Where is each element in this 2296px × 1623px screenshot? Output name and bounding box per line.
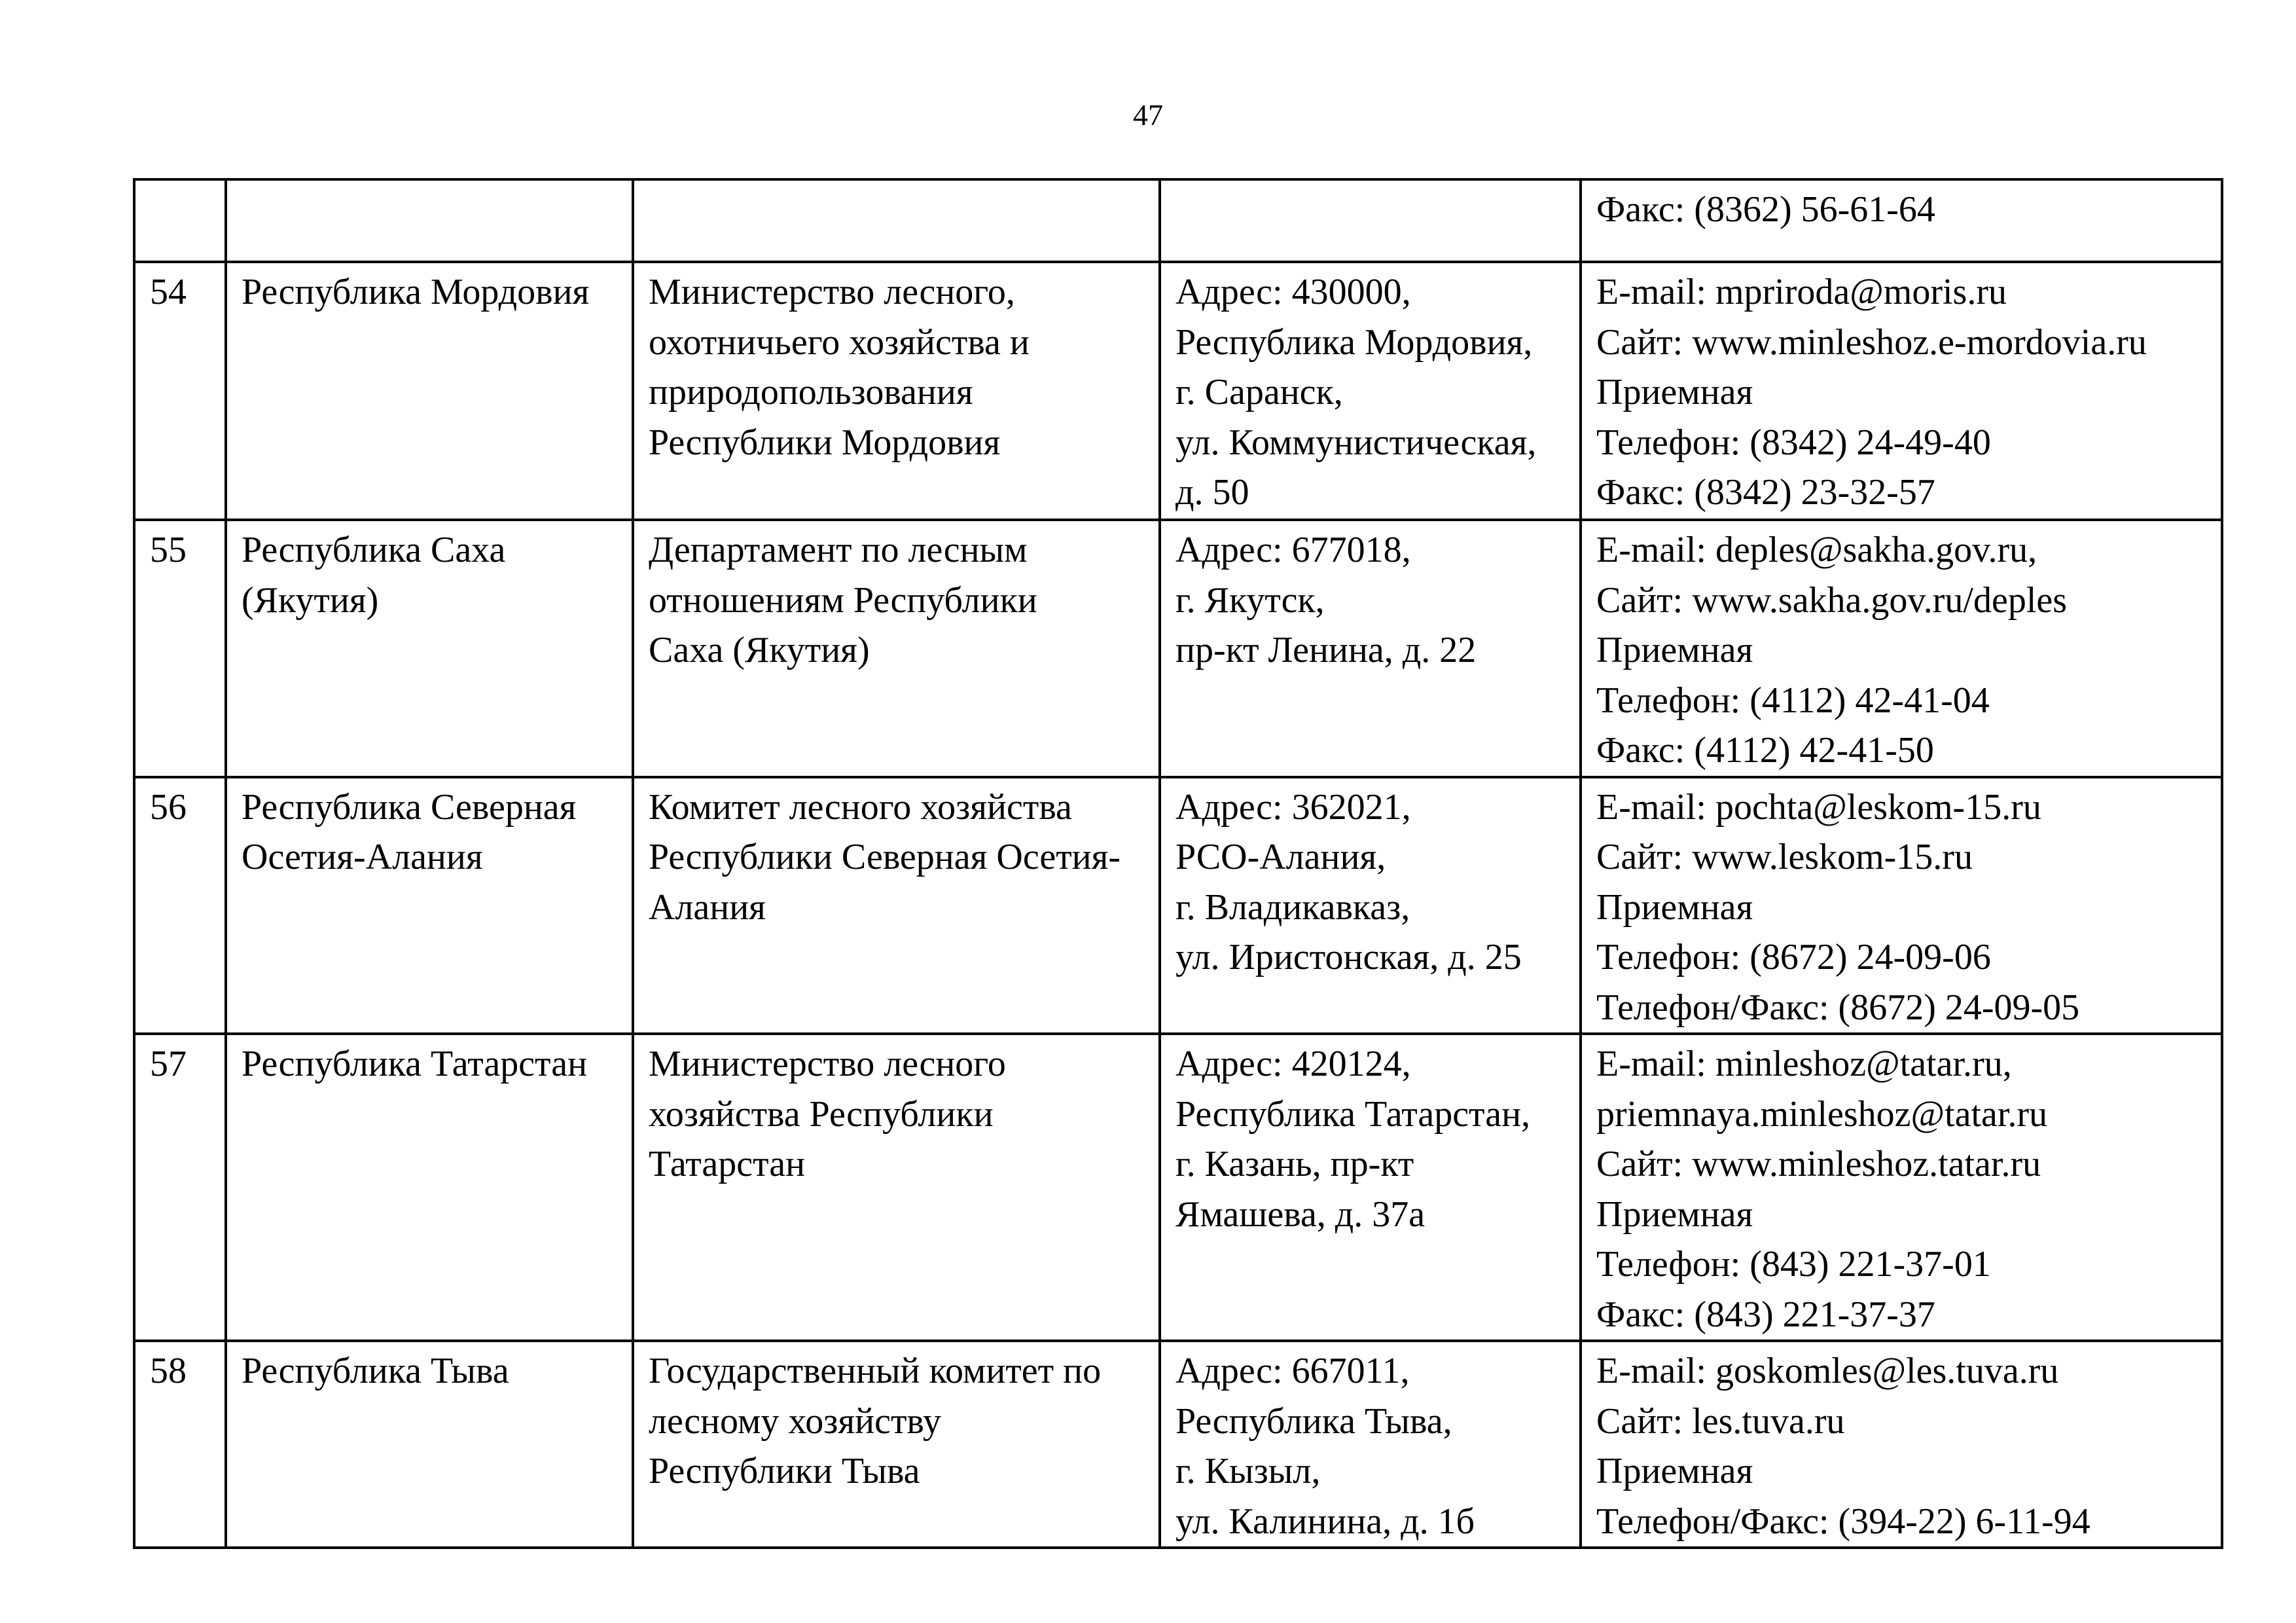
authority-line: лесному хозяйству bbox=[649, 1400, 941, 1442]
table-row bbox=[134, 520, 2222, 777]
address-line: г. Саранск, bbox=[1175, 372, 1343, 412]
region-line: Республика Северная bbox=[242, 786, 577, 828]
authority-line: Саха (Якутия) bbox=[649, 630, 870, 670]
contact-website: Сайт: www.leskom-15.ru bbox=[1596, 837, 1973, 877]
contact-fax: Факс: (8342) 23-32-57 bbox=[1596, 472, 1935, 513]
cell-address bbox=[1160, 1034, 1581, 1341]
row-number: 55 bbox=[150, 530, 187, 570]
address-line: г. Якутск, bbox=[1175, 579, 1325, 621]
contact-phone-fax: Телефон/Факс: (394-22) 6-11-94 bbox=[1596, 1501, 2090, 1542]
cell-address bbox=[1160, 179, 1581, 262]
contact-email: priemnaya.minleshoz@tatar.ru bbox=[1596, 1093, 2048, 1135]
authority-line: Департамент по лесным bbox=[649, 530, 1028, 570]
cell-region bbox=[226, 179, 633, 262]
contact-email: E-mail: goskomles@les.tuva.ru bbox=[1596, 1351, 2059, 1391]
address-line: Адрес: 430000, bbox=[1175, 272, 1411, 312]
cell-authority bbox=[633, 1034, 1160, 1341]
authority-line: Алания bbox=[649, 886, 766, 928]
authority-line: Государственный комитет по bbox=[649, 1351, 1102, 1391]
address-line: г. Кызыл, bbox=[1175, 1451, 1321, 1491]
region-line: Республика Татарстан bbox=[242, 1044, 588, 1084]
contact-email: E-mail: pochta@leskom-15.ru bbox=[1596, 786, 2041, 828]
contact-line: Приемная bbox=[1596, 886, 1753, 928]
contact-line: Приемная bbox=[1596, 630, 1753, 670]
cell-region bbox=[226, 777, 633, 1034]
cell-address bbox=[1160, 520, 1581, 777]
authority-line: природопользования bbox=[649, 372, 973, 412]
authority-line: Республики Тыва bbox=[649, 1451, 920, 1491]
authority-line: Татарстан bbox=[649, 1144, 806, 1184]
cell-address bbox=[1160, 1341, 1581, 1548]
page-number: 47 bbox=[1133, 98, 1163, 132]
address-line: пр-кт Ленина, д. 22 bbox=[1175, 630, 1477, 670]
region-line: Республика Тыва bbox=[242, 1351, 509, 1391]
address-line: Ямашева, д. 37а bbox=[1175, 1194, 1426, 1235]
contact-line: Приемная bbox=[1596, 1451, 1753, 1491]
cell-number bbox=[134, 179, 226, 262]
authority-line: Комитет лесного хозяйства bbox=[649, 786, 1072, 828]
table-row bbox=[134, 777, 2222, 1034]
contact-email: E-mail: deples@sakha.gov.ru, bbox=[1596, 530, 2037, 570]
table-row-continuation bbox=[134, 179, 2222, 262]
address-line: Адрес: 362021, bbox=[1175, 786, 1411, 828]
contact-email: E-mail: minleshoz@tatar.ru, bbox=[1596, 1044, 2012, 1084]
contact-website: Сайт: les.tuva.ru bbox=[1596, 1400, 1845, 1442]
address-line: Адрес: 667011, bbox=[1175, 1351, 1410, 1391]
cell-number bbox=[134, 262, 226, 520]
forestry-authorities-table bbox=[133, 178, 2223, 1549]
region-line: Республика Мордовия bbox=[242, 272, 590, 312]
address-line: г. Владикавказ, bbox=[1175, 886, 1410, 928]
address-line: ул. Коммунистическая, bbox=[1175, 422, 1537, 463]
region-line: (Якутия) bbox=[242, 579, 379, 621]
cell-contacts bbox=[1581, 262, 2222, 520]
row-number: 54 bbox=[150, 272, 187, 312]
table-row bbox=[134, 1341, 2222, 1548]
contact-email: E-mail: mpriroda@moris.ru bbox=[1596, 272, 2007, 312]
address-line: г. Казань, пр-кт bbox=[1175, 1144, 1414, 1184]
address-line: Республика Тыва, bbox=[1175, 1400, 1452, 1442]
row-number: 56 bbox=[150, 786, 187, 828]
cell-address bbox=[1160, 777, 1581, 1034]
address-line: ул. Иристонская, д. 25 bbox=[1175, 937, 1522, 977]
cell-authority bbox=[633, 1341, 1160, 1548]
address-line: ул. Калинина, д. 1б bbox=[1175, 1501, 1475, 1542]
region-line: Осетия-Алания bbox=[242, 837, 483, 877]
cell-contacts bbox=[1581, 1341, 2222, 1548]
cell-region bbox=[226, 520, 633, 777]
cell-contacts bbox=[1581, 777, 2222, 1034]
authority-line: Республики Мордовия bbox=[649, 422, 1001, 463]
authority-line: Министерство лесного, bbox=[649, 272, 1015, 312]
address-line: РСО-Алания, bbox=[1175, 837, 1386, 877]
row-number: 57 bbox=[150, 1044, 187, 1084]
contact-website: Сайт: www.minleshoz.e-mordovia.ru bbox=[1596, 321, 2147, 363]
cell-authority bbox=[633, 520, 1160, 777]
contact-fax: Факс: (843) 221-37-37 bbox=[1596, 1294, 1935, 1335]
cell-authority bbox=[633, 777, 1160, 1034]
cell-address bbox=[1160, 262, 1581, 520]
region-line: Республика Саха bbox=[242, 530, 506, 570]
cell-number bbox=[134, 520, 226, 777]
authority-line: охотничьего хозяйства и bbox=[649, 321, 1030, 363]
cell-number bbox=[134, 1034, 226, 1341]
cell-contacts bbox=[1581, 1034, 2222, 1341]
contact-phone: Телефон: (8672) 24-09-06 bbox=[1596, 937, 1991, 977]
cell-region bbox=[226, 1034, 633, 1341]
cell-number bbox=[134, 777, 226, 1034]
authority-line: Республики Северная Осетия- bbox=[649, 837, 1121, 877]
contact-fax: Факс: (4112) 42-41-50 bbox=[1596, 730, 1934, 771]
table-row bbox=[134, 262, 2222, 520]
contact-line: Приемная bbox=[1596, 372, 1753, 412]
cell-authority bbox=[633, 179, 1160, 262]
cell-authority bbox=[633, 262, 1160, 520]
authority-line: хозяйства Республики bbox=[649, 1093, 994, 1135]
cell-region bbox=[226, 1341, 633, 1548]
contact-phone-fax: Телефон/Факс: (8672) 24-09-05 bbox=[1596, 987, 2080, 1028]
address-line: Республика Мордовия, bbox=[1175, 321, 1533, 363]
row-number: 58 bbox=[150, 1351, 187, 1391]
authority-line: отношениям Республики bbox=[649, 579, 1037, 621]
contact-website: Сайт: www.sakha.gov.ru/deples bbox=[1596, 579, 2068, 621]
cell-number bbox=[134, 1341, 226, 1548]
contact-phone: Телефон: (843) 221-37-01 bbox=[1596, 1244, 1991, 1285]
authority-line: Министерство лесного bbox=[649, 1044, 1006, 1084]
cell-contacts bbox=[1581, 179, 2222, 262]
address-line: Адрес: 420124, bbox=[1175, 1044, 1411, 1084]
contact-line: Приемная bbox=[1596, 1194, 1753, 1235]
contact-phone: Телефон: (4112) 42-41-04 bbox=[1596, 680, 1990, 721]
contact-phone: Телефон: (8342) 24-49-40 bbox=[1596, 422, 1991, 463]
address-line: Республика Татарстан, bbox=[1175, 1093, 1531, 1135]
cell-contacts bbox=[1581, 520, 2222, 777]
contact-line: Факс: (8362) 56-61-64 bbox=[1596, 189, 1935, 230]
address-line: Адрес: 677018, bbox=[1175, 530, 1411, 570]
cell-region bbox=[226, 262, 633, 520]
address-line: д. 50 bbox=[1175, 472, 1249, 513]
contact-website: Сайт: www.minleshoz.tatar.ru bbox=[1596, 1144, 2041, 1184]
table-row bbox=[134, 1034, 2222, 1341]
